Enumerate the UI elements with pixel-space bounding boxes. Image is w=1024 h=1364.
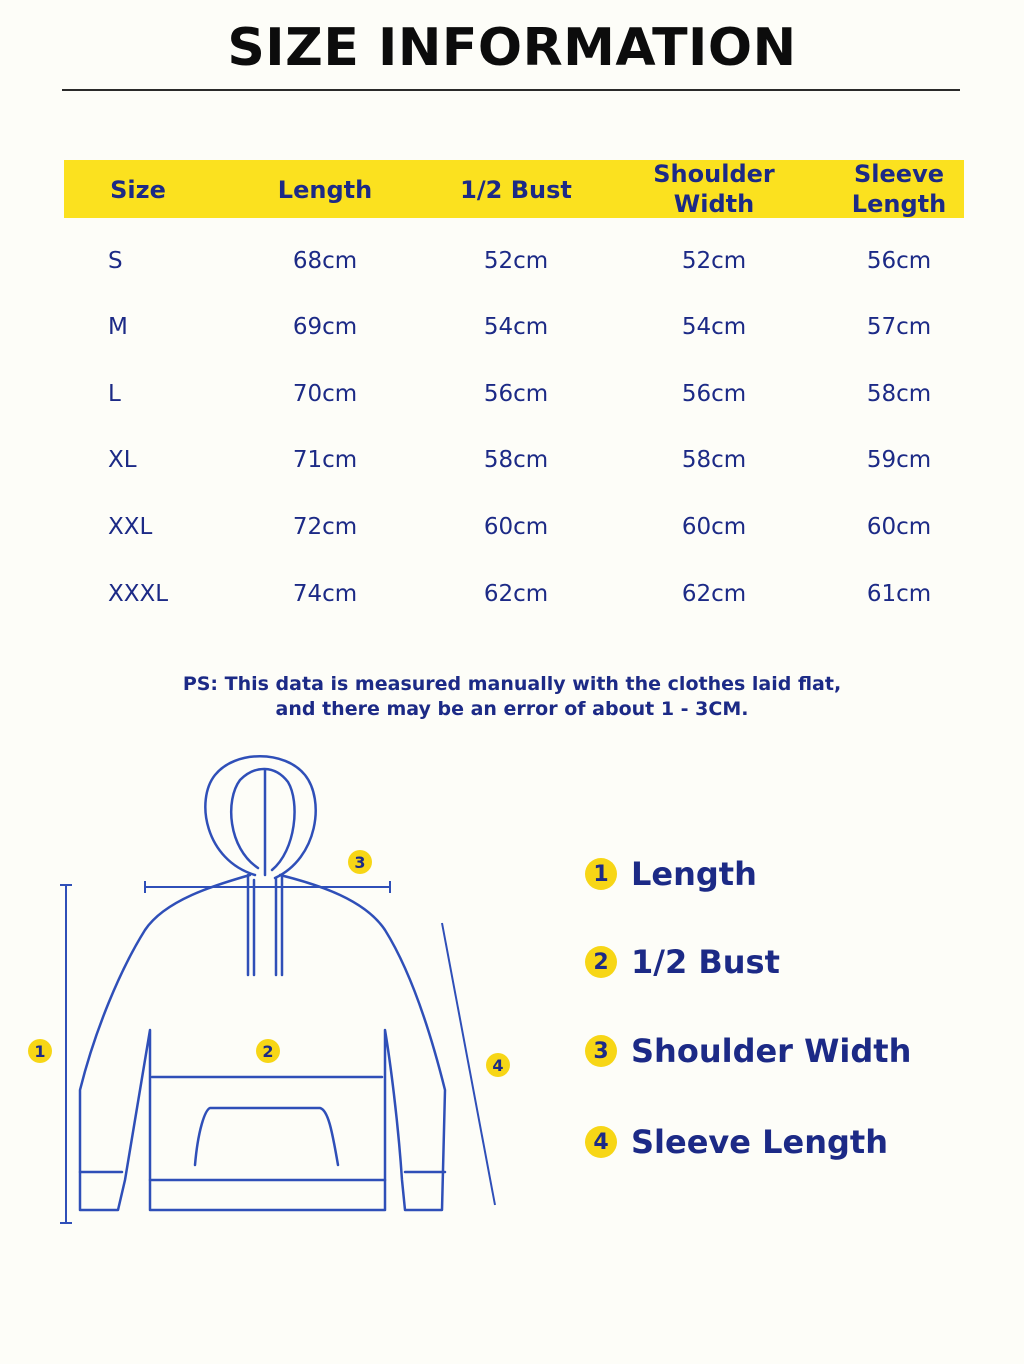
value-cell: 74cm xyxy=(292,581,358,607)
value-cell: 60cm xyxy=(681,514,747,540)
size-cell: XXXL xyxy=(108,581,169,607)
hood-inner xyxy=(231,769,294,870)
legend-label: Shoulder Width xyxy=(631,1032,912,1070)
legend-label: Length xyxy=(631,855,757,893)
column-header-line: Width xyxy=(673,190,755,218)
hoodie-diagram xyxy=(0,740,560,1240)
value-cell: 58cm xyxy=(681,447,747,473)
column-header-line: Length xyxy=(851,190,947,218)
marker-4-label: 4 xyxy=(492,1056,504,1075)
value-cell: 61cm xyxy=(866,581,932,607)
value-cell: 62cm xyxy=(483,581,549,607)
column-header xyxy=(809,159,989,219)
value-cell: 68cm xyxy=(292,248,358,274)
marker-1-label: 1 xyxy=(34,1042,46,1061)
legend-item xyxy=(585,1122,888,1162)
value-cell: 57cm xyxy=(866,314,932,340)
page-title: SIZE INFORMATION xyxy=(227,18,797,78)
title-divider xyxy=(62,89,960,91)
value-cell: 54cm xyxy=(483,314,549,340)
note-line-1: PS: This data is measured manually with the clothes laid flat, xyxy=(182,673,842,695)
legend-number-badge: 4 xyxy=(585,1126,617,1158)
value-cell: 72cm xyxy=(292,514,358,540)
marker-3-label: 3 xyxy=(354,853,366,872)
legend-number-badge: 2 xyxy=(585,946,617,978)
legend-number-badge: 3 xyxy=(585,1035,617,1067)
value-cell: 60cm xyxy=(483,514,549,540)
value-cell: 62cm xyxy=(681,581,747,607)
column-header xyxy=(426,175,606,205)
value-cell: 54cm xyxy=(681,314,747,340)
column-header xyxy=(624,159,804,219)
pocket-outline xyxy=(195,1108,338,1165)
legend-label: 1/2 Bust xyxy=(631,943,780,981)
column-header-line: Size xyxy=(110,176,166,204)
value-cell: 56cm xyxy=(681,381,747,407)
size-cell: L xyxy=(108,381,121,407)
value-cell: 52cm xyxy=(483,248,549,274)
legend-item xyxy=(585,942,780,982)
value-cell: 56cm xyxy=(483,381,549,407)
value-cell: 56cm xyxy=(866,248,932,274)
legend-item xyxy=(585,854,757,894)
value-cell: 60cm xyxy=(866,514,932,540)
note-line-2: and there may be an error of about 1 - 3CM. xyxy=(275,698,749,720)
value-cell: 71cm xyxy=(292,447,358,473)
column-header-line: Length xyxy=(277,176,373,204)
value-cell: 52cm xyxy=(681,248,747,274)
size-cell: XL xyxy=(108,447,137,473)
value-cell: 58cm xyxy=(483,447,549,473)
column-header xyxy=(235,175,415,205)
value-cell: 58cm xyxy=(866,381,932,407)
hood-outline xyxy=(205,756,315,878)
marker-2-label: 2 xyxy=(262,1042,274,1061)
column-header xyxy=(48,175,228,205)
size-cell: XXL xyxy=(108,514,153,540)
column-header-line: Sleeve xyxy=(854,160,944,188)
column-header-line: Shoulder xyxy=(653,160,775,188)
size-cell: M xyxy=(108,314,128,340)
column-header-line: 1/2 Bust xyxy=(460,176,572,204)
value-cell: 59cm xyxy=(866,447,932,473)
legend-item xyxy=(585,1031,911,1071)
measurement-note xyxy=(0,672,1024,722)
legend-number-badge: 1 xyxy=(585,858,617,890)
size-cell: S xyxy=(108,248,123,274)
legend-label: Sleeve Length xyxy=(631,1123,888,1161)
value-cell: 69cm xyxy=(292,314,358,340)
value-cell: 70cm xyxy=(292,381,358,407)
